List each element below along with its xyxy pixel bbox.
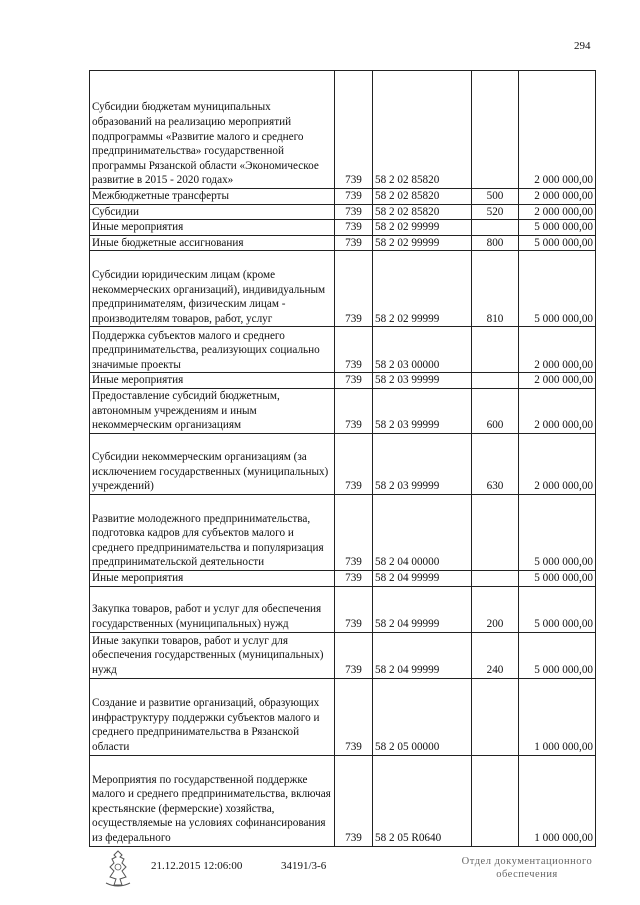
row-code: 739 (335, 327, 373, 373)
row-kind: 630 (472, 433, 519, 494)
table-row (90, 570, 596, 586)
row-amount: 5 000 000,00 (519, 235, 596, 251)
row-code: 739 (335, 570, 373, 586)
row-code: 739 (335, 433, 373, 494)
row-article: 58 2 05 R0640 (373, 755, 472, 846)
row-name: Субсидии некоммерческим организациям (за исключением государственных (муниципальных) учреждений) (90, 433, 335, 494)
row-name: Межбюджетные трансферты (90, 189, 335, 205)
table-row (90, 433, 596, 494)
table-row (90, 189, 596, 205)
budget-table (89, 70, 596, 847)
row-amount: 2 000 000,00 (519, 71, 596, 189)
row-amount: 2 000 000,00 (519, 373, 596, 389)
row-amount: 1 000 000,00 (519, 678, 596, 755)
row-kind (472, 71, 519, 189)
row-name: Иные закупки товаров, работ и услуг для обеспечения государственных (муниципальных) нужд (90, 632, 335, 678)
row-name: Иные мероприятия (90, 220, 335, 236)
row-amount: 2 000 000,00 (519, 388, 596, 433)
table-row (90, 251, 596, 327)
row-kind (472, 755, 519, 846)
row-article: 58 2 03 00000 (373, 327, 472, 373)
row-kind: 800 (472, 235, 519, 251)
row-article: 58 2 04 99999 (373, 586, 472, 632)
row-kind: 810 (472, 251, 519, 327)
row-name: Субсидии бюджетам муниципальных образований на реализацию мероприятий подпрограммы «Развитие малого и среднего предпринимательства» государственной программы Рязанской области «Экономическое развитие в 2015 - 2020 годах» (90, 71, 335, 189)
row-amount: 5 000 000,00 (519, 586, 596, 632)
row-name: Иные мероприятия (90, 373, 335, 389)
row-amount: 5 000 000,00 (519, 220, 596, 236)
row-code: 739 (335, 632, 373, 678)
row-amount: 2 000 000,00 (519, 189, 596, 205)
table-row (90, 678, 596, 755)
row-kind (472, 678, 519, 755)
row-name: Поддержка субъектов малого и среднего предпринимательства, реализующих социально значимые проекты (90, 327, 335, 373)
row-article: 58 2 02 85820 (373, 71, 472, 189)
stamp-line: обеспечения (496, 869, 558, 880)
row-code: 739 (335, 204, 373, 220)
row-article: 58 2 05 00000 (373, 678, 472, 755)
row-article: 58 2 03 99999 (373, 433, 472, 494)
row-name: Развитие молодежного предпринимательства, подготовка кадров для субъектов малого и среднего предпринимательства и популяризация предпринимательской деятельности (90, 494, 335, 570)
footer-datetime: 21.12.2015 12:06:00 (151, 860, 243, 872)
row-article: 58 2 03 99999 (373, 373, 472, 389)
table-row (90, 755, 596, 846)
row-code: 739 (335, 220, 373, 236)
row-code: 739 (335, 189, 373, 205)
row-kind: 600 (472, 388, 519, 433)
row-name: Иные бюджетные ассигнования (90, 235, 335, 251)
row-article: 58 2 02 99999 (373, 235, 472, 251)
table-row (90, 373, 596, 389)
row-name: Предоставление субсидий бюджетным, автономным учреждениям и иным некоммерческим организациям (90, 388, 335, 433)
table-row (90, 388, 596, 433)
row-code: 739 (335, 251, 373, 327)
row-article: 58 2 02 99999 (373, 220, 472, 236)
row-kind: 500 (472, 189, 519, 205)
row-article: 58 2 02 85820 (373, 189, 472, 205)
table-row (90, 235, 596, 251)
table-row (90, 327, 596, 373)
row-article: 58 2 02 99999 (373, 251, 472, 327)
row-amount: 5 000 000,00 (519, 632, 596, 678)
row-amount: 1 000 000,00 (519, 755, 596, 846)
row-code: 739 (335, 388, 373, 433)
row-kind (472, 570, 519, 586)
row-article: 58 2 04 00000 (373, 494, 472, 570)
row-article: 58 2 04 99999 (373, 570, 472, 586)
row-code: 739 (335, 678, 373, 755)
row-code: 739 (335, 586, 373, 632)
row-kind: 240 (472, 632, 519, 678)
table-row (90, 632, 596, 678)
row-amount: 5 000 000,00 (519, 251, 596, 327)
row-name: Создание и развитие организаций, образующих инфраструктуру поддержки субъектов малого и среднего предпринимательства в Рязанской области (90, 678, 335, 755)
coat-of-arms-icon (100, 849, 136, 889)
row-code: 739 (335, 494, 373, 570)
table-row (90, 220, 596, 236)
row-kind (472, 494, 519, 570)
row-kind: 200 (472, 586, 519, 632)
row-amount: 2 000 000,00 (519, 433, 596, 494)
table-row (90, 586, 596, 632)
table-row (90, 71, 596, 189)
row-article: 58 2 02 85820 (373, 204, 472, 220)
department-stamp (432, 855, 622, 881)
row-name: Субсидии юридическим лицам (кроме некоммерческих организаций), индивидуальным предпринимателям, физическим лицам - производителям товаров, работ, услуг (90, 251, 335, 327)
row-kind: 520 (472, 204, 519, 220)
row-kind (472, 327, 519, 373)
row-amount: 5 000 000,00 (519, 570, 596, 586)
row-name: Закупка товаров, работ и услуг для обеспечения государственных (муниципальных) нужд (90, 586, 335, 632)
row-code: 739 (335, 235, 373, 251)
row-article: 58 2 03 99999 (373, 388, 472, 433)
page-number: 294 (574, 40, 591, 52)
row-name: Мероприятия по государственной поддержке малого и среднего предпринимательства, включая крестьянские (фермерские) хозяйства, осуществляемые на условиях софинансирования из федерального (90, 755, 335, 846)
table-row (90, 494, 596, 570)
stamp-line: Отдел документационного (461, 856, 593, 867)
row-amount: 5 000 000,00 (519, 494, 596, 570)
table-row (90, 204, 596, 220)
row-kind (472, 220, 519, 236)
row-name: Иные мероприятия (90, 570, 335, 586)
row-article: 58 2 04 99999 (373, 632, 472, 678)
row-name: Субсидии (90, 204, 335, 220)
row-code: 739 (335, 755, 373, 846)
footer-doc-number: 34191/3-6 (281, 860, 327, 872)
row-amount: 2 000 000,00 (519, 204, 596, 220)
row-code: 739 (335, 373, 373, 389)
row-code: 739 (335, 71, 373, 189)
row-amount: 2 000 000,00 (519, 327, 596, 373)
row-kind (472, 373, 519, 389)
